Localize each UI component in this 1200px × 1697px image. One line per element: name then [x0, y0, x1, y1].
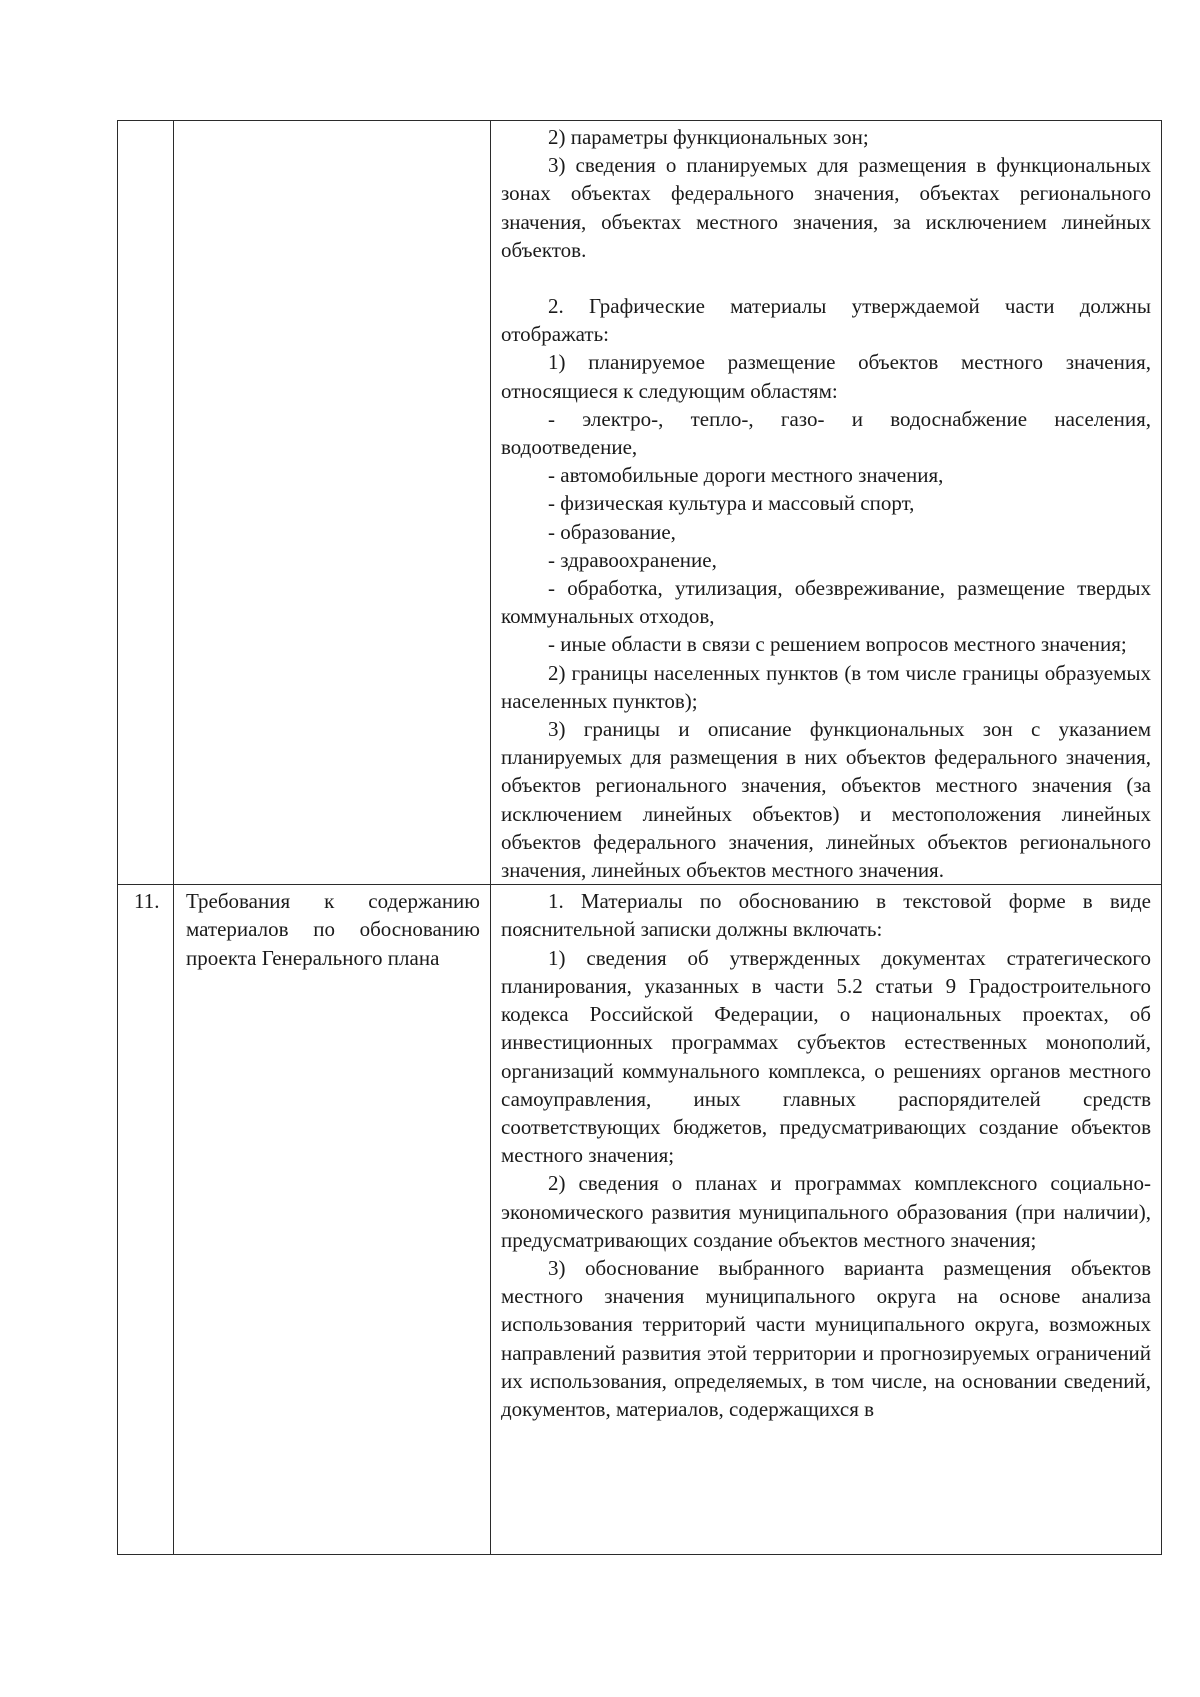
- paragraph: - образование,: [548, 519, 676, 544]
- paragraph: 1) сведения об утвержденных документах стратегического планирования, указанных в части 5.2 статьи 9 Градостроительного кодекса Российской Федерации, о национальных проектах, об инвестиционных программах субъектов естественных монополий, организаций коммунального комплекса, о решениях органов местного самоуправления, иных главных распорядителей средств соответствующих бюджетов, предусматривающих создание объектов местного значения;: [501, 945, 1151, 1168]
- paragraph: 2) сведения о планах и программах комплексного социально-экономического развития муниципального образования (при наличии), предусматривающих создание объектов местного значения;: [501, 1171, 1151, 1252]
- paragraph: 2) границы населенных пунктов (в том числе границы образуемых населенных пунктов);: [501, 660, 1151, 713]
- paragraph: 3) сведения о планируемых для размещения в функциональных зонах объектах федерального значения, объектах регионального значения, объектах местного значения, за исключением линейных объектов.: [501, 153, 1151, 262]
- requirements-table: [117, 120, 1162, 1555]
- paragraph: - автомобильные дороги местного значения,: [548, 463, 944, 488]
- row-content-cell: [491, 885, 1162, 1555]
- table-row: [118, 885, 1162, 1555]
- paragraph: - иные области в связи с решением вопросов местного значения;: [548, 632, 1127, 657]
- row-number-cell: 11.: [118, 885, 174, 1555]
- paragraph: - электро-, тепло-, газо- и водоснабжение населения, водоотведение,: [501, 406, 1151, 460]
- table-row: [118, 121, 1162, 885]
- paragraph: 2. Графические материалы утверждаемой части должны отображать:: [501, 294, 1151, 347]
- row-name-cell: [174, 121, 491, 885]
- row-content-cell: [491, 121, 1162, 885]
- paragraph: - физическая культура и массовый спорт,: [548, 491, 915, 516]
- paragraph: 2) параметры функциональных зон;: [548, 125, 869, 149]
- row-number-cell: [118, 121, 174, 885]
- paragraph: 1. Материалы по обоснованию в текстовой форме в виде пояснительной записки должны включать:: [501, 889, 1151, 942]
- paragraph: 3) обоснование выбранного варианта размещения объектов местного значения муниципального округа на основе анализа использования территорий части муниципального округа, возможных направлений развития этой территории и прогнозируемых ограничений их использования, определяемых, в том числе, на основании сведений, документов, материалов, содержащихся в: [501, 1255, 1151, 1421]
- paragraph: - здравоохранение,: [548, 547, 717, 572]
- row-name-cell: Требования к содержанию материалов по обоснованию проекта Генерального плана: [174, 885, 491, 1555]
- paragraph: 3) границы и описание функциональных зон с указанием планируемых для размещения в них объектов федерального значения, объектов регионального значения, объектов местного значения (за исключением линейных объектов) и местоположения линейных объектов федерального значения, линейных объектов регионального значения, линейных объектов местного значения.: [501, 717, 1151, 883]
- paragraph: - обработка, утилизация, обезвреживание, размещение твердых коммунальных отходов,: [501, 576, 1151, 629]
- paragraph: 1) планируемое размещение объектов местного значения, относящиеся к следующим областям:: [501, 350, 1151, 403]
- paragraph-gap: [501, 264, 1151, 292]
